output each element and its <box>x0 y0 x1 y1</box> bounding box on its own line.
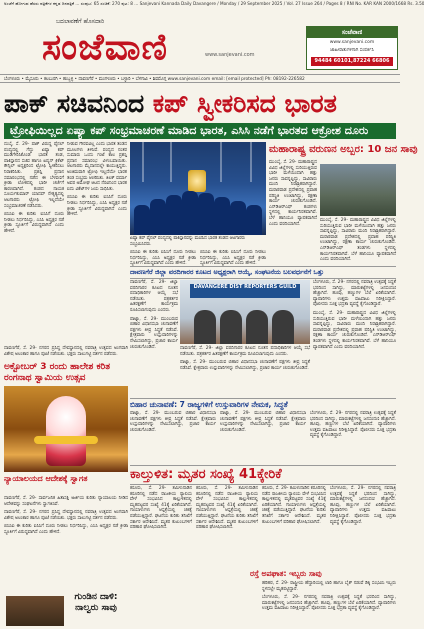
tagline: ಬದಲಾವಣೆಗೆ ಹೊಸದಾರಿ <box>56 18 105 25</box>
accident-para-2: ಬೆಂಗಳೂರು, ಸೆ. 29- ನಗರದಲ್ಲಿ ನವರಾತ್ರಿ ಉತ್ಸವಕ್ಕೆ ಸಿದ್ಧತೆ ಭರದಿಂದ ಸಾಗಿದ್ದು, ಮಾರುಕಟ್ಟೆಗಳಲ್ಲಿ ಜನಸಂದಣಿ ಹೆಚ್ಚಾಗಿದೆ. ಹೂವು, ಹಣ್ಣುಗಳ ಬೆಲೆ ಏರಿಕೆಯಾಗಿದೆ. ವ್ಯಾಪಾರಿಗಳು ಉತ್ತಮ ವಹಿವಾಟು ನಿರೀಕ್ಷಿಸಿದ್ದಾರೆ. ಪೊಲೀಸರು ಸೂಕ್ತ ಭದ್ರತಾ ವ್ಯವಸ್ಥೆ ಕೈಗೊಂಡಿದ್ದಾರೆ. <box>262 595 396 612</box>
court-order-headline[interactable]: ನ್ಯಾಯಾಲಯದ ಆದೇಶಕ್ಕೆ ಸ್ವಾಗತ <box>4 474 88 483</box>
bihar-col-3 <box>310 411 396 463</box>
shooting-photo[interactable] <box>6 596 64 626</box>
stampede-col-2 <box>196 486 258 624</box>
deity-figure <box>46 396 86 466</box>
stampede-headline[interactable]: ಕಾಲ್ತುಳಿತ: ಮೃತರ ಸಂಖ್ಯೆ 41ಕ್ಕೇರಿಕೆ <box>130 465 396 485</box>
court-order-para: ದಾವಣಗೆರೆ, ಸೆ. 29- ಸಾರ್ವಜನಿಕ ಹಿತಾಸಕ್ತಿ ಅರ್ಜಿಯ ಕುರಿತು ನ್ಯಾಯಾಲಯ ನೀಡಿದ ಆದೇಶವನ್ನು ಸಂಘಟನೆಗಳು ಸ್ವಾಗತಿಸಿವೆ. <box>4 496 128 507</box>
ad-box[interactable] <box>306 26 398 70</box>
ad-title: ಸಂಜೆವಾಣಿ <box>307 27 397 38</box>
guild-story-col-1 <box>130 280 178 396</box>
lead-story-col-4 <box>200 250 266 267</box>
stampede-col-1 <box>130 486 192 624</box>
accident-text <box>262 581 396 625</box>
rain-story-col-2 <box>320 218 396 264</box>
guild-story-col-2 <box>180 346 310 396</box>
accident-headline[interactable]: ರಸ್ತೆ ಅಪಘಾತ: ಇಬ್ಬರು ಸಾವು <box>250 569 322 578</box>
lead-story-col-3 <box>130 250 196 267</box>
court-order-text <box>4 496 128 590</box>
ad-phone: 94484 60101,87224 66806 <box>311 57 393 66</box>
lead-story-para-3: ನೀಡುವ ಗೌರವವಿಲ್ಲ ಎಂದು ಭಾರತ ತಂಡದ ಮೂಲಗಳು ತಿಳಿಸಿವೆ. ಪಂದ್ಯದ ನಂತರ ಸುಮಾರು ಒಂದು ಗಂಟೆ ಕಾಲ ಪ್ರಶಸ್ತಿ ಪ್ರದಾನ ಸಮಾರಂಭ ವಿಳಂಬವಾಯಿತು. ಆಟಗಾರರು ಮೈದಾನದಲ್ಲೇ ಕಾಯುತ್ತಿದ್ದರು. ಅಂತಿಮವಾಗಿ ಟ್ರೋಫಿ ಇಲ್ಲದೆಯೇ ಭಾರತ ತಂಡ ಸಂಭ್ರಮ ಆಚರಿಸಿತು. ತಿಲಕ್ ವರ್ಮಾ ಅವರ ಅಮೋಘ ಆಟದ ನೆರವಿನಿಂದ ಭಾರತ ಐದು ವಿಕೆಟ್‌ಗಳ ಜಯ ಸಾಧಿಸಿತು. <box>67 142 127 192</box>
bihar-col-1 <box>130 411 216 463</box>
main-subheadline: ಟ್ರೋಫಿಯಿಲ್ಲದ ಏಷ್ಯಾ ಕಪ್ ಸಂಭ್ರಮಾಚರಣೆ ಮಾಡಿದ ಭಾರತ, ಎಸಿಸಿ ನಡೆಗೆ ಭಾರತದ ಆಕ್ರೋಶ ದೂರು <box>4 123 396 139</box>
newspaper-logo[interactable] <box>42 26 168 69</box>
shooting-headline[interactable]: ಗುಂಡಿನ ದಾಳಿ: ನಾಲ್ವರು ಸಾವು <box>74 592 118 613</box>
ad-contact: ಜಾಹೀರಾತುಗಳಿಗಾಗಿ ಸಂಪರ್ಕಿಸಿ <box>330 48 374 53</box>
stampede-para: ಕರೂರು, ಸೆ. 29- ತಮಿಳುನಾಡಿನ ಕರೂರಿನಲ್ಲಿ ನಡೆದ ರಾಜಕೀಯ ರ‍್ಯಾಲಿಯ ವೇಳೆ ಸಂಭವಿಸಿದ ಕಾಲ್ತುಳಿತದಲ್ಲಿ ಮೃತಪಟ್ಟವರ ಸಂಖ್ಯೆ 41ಕ್ಕೆ ಏರಿಕೆಯಾಗಿದೆ. ಗಾಯಾಳುಗಳು ಆಸ್ಪತ್ರೆಯಲ್ಲಿ ಚಿಕಿತ್ಸೆ ಪಡೆಯುತ್ತಿದ್ದಾರೆ. ಘಟನೆಯ ಕುರಿತು ತನಿಖೆಗೆ ಸರ್ಕಾರ ಆದೇಶಿಸಿದೆ. ಮೃತರ ಕುಟುಂಬಗಳಿಗೆ ಪರಿಹಾರ ಘೋಷಿಸಲಾಗಿದೆ. <box>130 486 192 531</box>
stampede-col-4 <box>330 486 396 566</box>
team-celebration-photo[interactable] <box>130 142 266 235</box>
accident-para: ಹರಿಹರ, ಸೆ. 29- ರಾಷ್ಟ್ರೀಯ ಹೆದ್ದಾರಿಯಲ್ಲಿ ಲಾರಿ ಹಾಗೂ ಬೈಕ್ ನಡುವೆ ಡಿಕ್ಕಿ ಸಂಭವಿಸಿ ಇಬ್ಬರು ಸ್ಥಳದಲ್ಲೇ ಮೃತಪಟ್ಟಿದ್ದಾರೆ. <box>262 581 396 592</box>
top-strip: ಅಂಚೆಗೆ ಹೋಗುವ ಹೆಸರು ಪತ್ರಿಕೆಗಳ ಕನ್ನಡ ದಿನಪತ್ರಿಕೆ ... ಸಂಪುಟ: 65 ಸಂಚಿಕೆ: 270 ಪುಟ: 8 ... Sanjevani Kannada Daily Davangere / Monday / 29 September 2025 / Vol. 27 Issue 264 / Pages 8 / RNI No. KAR KAN 2000/1668 Rs. 3.50 <box>4 1 424 6</box>
deity-photo[interactable] <box>4 386 128 472</box>
court-order-para-2: ದಾವಣಗೆರೆ, ಸೆ. 29- ನಗರದ ಪ್ರಸಿದ್ಧ ದೇವಸ್ಥಾನದಲ್ಲಿ ನವರಾತ್ರಿ ಉತ್ಸವದ ಅಂಗವಾಗಿ ವಿಶೇಷ ಅಲಂಕಾರ ಹಾಗೂ ಪೂಜೆ ನಡೆಯಿತು. ಭಕ್ತರು ಸಾಲುಗಟ್ಟಿ ದರ್ಶನ ಪಡೆದರು. <box>4 510 128 521</box>
guild-story-para: ದಾವಣಗೆರೆ, ಸೆ. 29- ಜಿಲ್ಲಾ ವರದಿಗಾರರ ಕೂಟದ ನೂತನ ಪದಾಧಿಕಾರಿಗಳ ಆಯ್ಕೆ ಸಭೆ ನಡೆಯಿತು. ಪತ್ರಕರ್ತರ ಹಿತರಕ್ಷಣೆಗೆ ಕಾರ್ಯಕ್ರಮ ರೂಪಿಸಲಾಗುವುದು ಎಂದರು. <box>130 280 178 313</box>
garland <box>34 436 98 444</box>
reporters-guild-headline[interactable]: ದಾವಣಗೆರೆ ಜಿಲ್ಲಾ ವರದಿಗಾರರ ಕೂಟದ ಅಧ್ಯಕ್ಷರಾಗಿ ಆಯ್ಕೆ, ಸಂಘಟನೆಯ ಬಲವರ್ಧನೆಗೆ ಒತ್ತು <box>130 266 396 279</box>
guild-story-para-3: ದಾವಣಗೆರೆ, ಸೆ. 29- ಜಿಲ್ಲಾ ವರದಿಗಾರರ ಕೂಟದ ನೂತನ ಪದಾಧಿಕಾರಿಗಳ ಆಯ್ಕೆ ಸಭೆ ನಡೆಯಿತು. ಪತ್ರಕರ್ತರ ಹಿತರಕ್ಷಣೆಗೆ ಕಾರ್ಯಕ್ರಮ ರೂಪಿಸಲಾಗುವುದು ಎಂದರು. <box>180 346 310 357</box>
bihar-para-2: ಪಾಟ್ನಾ, ಸೆ. 29- ಮುಂಬರುವ ಬಿಹಾರ ವಿಧಾನಸಭಾ ಚುನಾವಣೆಗೆ ಪಕ್ಷಗಳು ತೀವ್ರ ಸಿದ್ಧತೆ ನಡೆಸಿವೆ. ಕ್ಷೇತ್ರವಾರು ಉಸ್ತುವಾರಿಗಳನ್ನು ನೇಮಿಸಲಾಗಿದ್ದು, ಪ್ರಚಾರ ಕಾರ್ಯ ಚುರುಕುಗೊಂಡಿದೆ. <box>220 411 306 433</box>
ad-web: www.sanjevani.com <box>329 40 375 45</box>
festival-para-top: ದಾವಣಗೆರೆ, ಸೆ. 29- ನಗರದ ಪ್ರಸಿದ್ಧ ದೇವಸ್ಥಾನದಲ್ಲಿ ನವರಾತ್ರಿ ಉತ್ಸವದ ಅಂಗವಾಗಿ ವಿಶೇಷ ಅಲಂಕಾರ ಹಾಗೂ ಪೂಜೆ ನಡೆಯಿತು. ಭಕ್ತರು ಸಾಲುಗಟ್ಟಿ ದರ್ಶನ ಪಡೆದರು. <box>4 346 128 357</box>
main-headline <box>4 87 396 121</box>
press-banner: DAVANGERE DIST REPORTERS GUILD <box>190 284 300 298</box>
bihar-para-3: ಬೆಂಗಳೂರು, ಸೆ. 29- ನಗರದಲ್ಲಿ ನವರಾತ್ರಿ ಉತ್ಸವಕ್ಕೆ ಸಿದ್ಧತೆ ಭರದಿಂದ ಸಾಗಿದ್ದು, ಮಾರುಕಟ್ಟೆಗಳಲ್ಲಿ ಜನಸಂದಣಿ ಹೆಚ್ಚಾಗಿದೆ. ಹೂವು, ಹಣ್ಣುಗಳ ಬೆಲೆ ಏರಿಕೆಯಾಗಿದೆ. ವ್ಯಾಪಾರಿಗಳು ಉತ್ತಮ ವಹಿವಾಟು ನಿರೀಕ್ಷಿಸಿದ್ದಾರೆ. ಪೊಲೀಸರು ಸೂಕ್ತ ಭದ್ರತಾ ವ್ಯವಸ್ಥೆ ಕೈಗೊಂಡಿದ್ದಾರೆ. <box>310 411 396 439</box>
bihar-headline[interactable]: ಬಿಹಾರ ಚುನಾವಣೆ: 7 ರಾಜ್ಯಗಳಿಗೆ ಉಸ್ತುವಾರಿಗಳ ನೇಮಕ, ಸಿದ್ಧತೆ <box>130 398 396 410</box>
lead-story-para-2: ಬಿಸಿಸಿಐ ಈ ಕುರಿತು ಐಸಿಸಿಗೆ ದೂರು ನೀಡಲು ನಿರ್ಧರಿಸಿದ್ದು, ಎಸಿಸಿ ಅಧ್ಯಕ್ಷರ ನಡೆ ಕ್ರೀಡಾ ಸ್ಫೂರ್ತಿಗೆ ವಿರುದ್ಧವಾಗಿದೆ ಎಂದು ಹೇಳಿದೆ. <box>4 212 64 234</box>
lead-story-para-5: ಬಿಸಿಸಿಐ ಈ ಕುರಿತು ಐಸಿಸಿಗೆ ದೂರು ನೀಡಲು ನಿರ್ಧರಿಸಿದ್ದು, ಎಸಿಸಿ ಅಧ್ಯಕ್ಷರ ನಡೆ ಕ್ರೀಡಾ ಸ್ಫೂರ್ತಿಗೆ ವಿರುದ್ಧವಾಗಿದೆ ಎಂದು ಹೇಳಿದೆ. <box>130 250 196 267</box>
lead-story-col-1 <box>4 142 64 360</box>
stampede-col-3 <box>262 486 326 566</box>
edition-bar: ಬೆಂಗಳೂರು • ಮೈಸೂರು • ಕಲಬುರಗಿ • ಹುಬ್ಬಳ್ಳಿ • ದಾವಣಗೆರೆ • ಮಂಗಳೂರು • ಬಳ್ಳಾರಿ • ಬೆಳಗಾವಿ • ಶಿವಮೊಗ್ಗ www.sanjevani.com email: [email protected] Ph: 08192-226582 <box>0 74 400 83</box>
rain-story-headline[interactable]: ಮಹಾರಾಷ್ಟ್ರ ವರುಣನ ಅಬ್ಬರ: 10 ಜನ ಸಾವು <box>269 144 418 155</box>
logo-text: ಸಂಜೆವಾಣಿ <box>42 26 169 68</box>
flood-photo[interactable] <box>320 164 396 216</box>
lead-story-para-4: ಬಿಸಿಸಿಐ ಈ ಕುರಿತು ಐಸಿಸಿಗೆ ದೂರು ನೀಡಲು ನಿರ್ಧರಿಸಿದ್ದು, ಎಸಿಸಿ ಅಧ್ಯಕ್ಷರ ನಡೆ ಕ್ರೀಡಾ ಸ್ಫೂರ್ತಿಗೆ ವಿರುದ್ಧವಾಗಿದೆ ಎಂದು ಹೇಳಿದೆ. <box>67 195 127 218</box>
right-column-story <box>313 280 396 396</box>
stampede-para-2: ಕರೂರು, ಸೆ. 29- ತಮಿಳುನಾಡಿನ ಕರೂರಿನಲ್ಲಿ ನಡೆದ ರಾಜಕೀಯ ರ‍್ಯಾಲಿಯ ವೇಳೆ ಸಂಭವಿಸಿದ ಕಾಲ್ತುಳಿತದಲ್ಲಿ ಮೃತಪಟ್ಟವರ ಸಂಖ್ಯೆ 41ಕ್ಕೆ ಏರಿಕೆಯಾಗಿದೆ. ಗಾಯಾಳುಗಳು ಆಸ್ಪತ್ರೆಯಲ್ಲಿ ಚಿಕಿತ್ಸೆ ಪಡೆಯುತ್ತಿದ್ದಾರೆ. ಘಟನೆಯ ಕುರಿತು ತನಿಖೆಗೆ ಸರ್ಕಾರ ಆದೇಶಿಸಿದೆ. ಮೃತರ ಕುಟುಂಬಗಳಿಗೆ ಪರಿಹಾರ ಘೋಷಿಸಲಾಗಿದೆ. <box>196 486 258 531</box>
bihar-para: ಪಾಟ್ನಾ, ಸೆ. 29- ಮುಂಬರುವ ಬಿಹಾರ ವಿಧಾನಸಭಾ ಚುನಾವಣೆಗೆ ಪಕ್ಷಗಳು ತೀವ್ರ ಸಿದ್ಧತೆ ನಡೆಸಿವೆ. ಕ್ಷೇತ್ರವಾರು ಉಸ್ತುವಾರಿಗಳನ್ನು ನೇಮಿಸಲಾಗಿದ್ದು, ಪ್ರಚಾರ ಕಾರ್ಯ ಚುರುಕುಗೊಂಡಿದೆ. <box>130 411 216 433</box>
guild-story-para-2: ಪಾಟ್ನಾ, ಸೆ. 29- ಮುಂಬರುವ ಬಿಹಾರ ವಿಧಾನಸಭಾ ಚುನಾವಣೆಗೆ ಪಕ್ಷಗಳು ತೀವ್ರ ಸಿದ್ಧತೆ ನಡೆಸಿವೆ. ಕ್ಷೇತ್ರವಾರು ಉಸ್ತುವಾರಿಗಳನ್ನು ನೇಮಿಸಲಾಗಿದ್ದು, ಪ್ರಚಾರ ಕಾರ್ಯ ಚುರುಕುಗೊಂಡಿದೆ. <box>130 316 178 350</box>
masthead <box>0 12 400 72</box>
rain-story-para-2: ಮುಂಬೈ, ಸೆ. 29- ಮಹಾರಾಷ್ಟ್ರದ ವಿವಿಧ ಜಿಲ್ಲೆಗಳಲ್ಲಿ ಸುರಿಯುತ್ತಿರುವ ಭಾರೀ ಮಳೆಯಿಂದಾಗಿ ಹತ್ತು ಜನರು ಸಾವನ್ನಪ್ಪಿದ್ದು, ಸಾವಿರಾರು ಮಂದಿ ನಿರಾಶ್ರಿತರಾಗಿದ್ದಾರೆ. ಮರಾಠವಾಡ ಪ್ರದೇಶದಲ್ಲಿ ಪ್ರವಾಹ ಪರಿಸ್ಥಿತಿ ಉಂಟಾಗಿದ್ದು, ರಕ್ಷಣಾ ಕಾರ್ಯ ಚುರುಕುಗೊಂಡಿದೆ. ಎನ್‌ಡಿಆರ್‌ಎಫ್ ತಂಡಗಳು ಸ್ಥಳದಲ್ಲಿ ಕಾರ್ಯನಿರತವಾಗಿವೆ. ಬೆಳೆ ಹಾನಿಯೂ ವ್ಯಾಪಕವಾಗಿದೆ ಎಂದು ವರದಿಯಾಗಿದೆ. <box>320 218 396 263</box>
court-order-para-3: ಬಿಸಿಸಿಐ ಈ ಕುರಿತು ಐಸಿಸಿಗೆ ದೂರು ನೀಡಲು ನಿರ್ಧರಿಸಿದ್ದು, ಎಸಿಸಿ ಅಧ್ಯಕ್ಷರ ನಡೆ ಕ್ರೀಡಾ ಸ್ಫೂರ್ತಿಗೆ ವಿರುದ್ಧವಾಗಿದೆ ಎಂದು ಹೇಳಿದೆ. <box>4 524 128 535</box>
press-meet-photo[interactable] <box>180 280 310 344</box>
guild-story-para-4: ಪಾಟ್ನಾ, ಸೆ. 29- ಮುಂಬರುವ ಬಿಹಾರ ವಿಧಾನಸಭಾ ಚುನಾವಣೆಗೆ ಪಕ್ಷಗಳು ತೀವ್ರ ಸಿದ್ಧತೆ ನಡೆಸಿವೆ. ಕ್ಷೇತ್ರವಾರು ಉಸ್ತುವಾರಿಗಳನ್ನು ನೇಮಿಸಲಾಗಿದ್ದು, ಪ್ರಚಾರ ಕಾರ್ಯ ಚುರುಕುಗೊಂಡಿದೆ. <box>180 360 310 371</box>
festival-text-top <box>4 346 128 360</box>
photo-caption: ಏಷ್ಯಾ ಕಪ್ ಫೈನಲ್ ಪಂದ್ಯದಲ್ಲಿ ಪಾಕಿಸ್ತಾನವನ್ನು ಮಣಿಸಿದ ಭಾರತ ತಂಡದ ಆಟಗಾರರು ಸಂಭ್ರಮಿಸಿದರು. <box>130 236 246 247</box>
stampede-para-4: ಬೆಂಗಳೂರು, ಸೆ. 29- ನಗರದಲ್ಲಿ ನವರಾತ್ರಿ ಉತ್ಸವಕ್ಕೆ ಸಿದ್ಧತೆ ಭರದಿಂದ ಸಾಗಿದ್ದು, ಮಾರುಕಟ್ಟೆಗಳಲ್ಲಿ ಜನಸಂದಣಿ ಹೆಚ್ಚಾಗಿದೆ. ಹೂವು, ಹಣ್ಣುಗಳ ಬೆಲೆ ಏರಿಕೆಯಾಗಿದೆ. ವ್ಯಾಪಾರಿಗಳು ಉತ್ತಮ ವಹಿವಾಟು ನಿರೀಕ್ಷಿಸಿದ್ದಾರೆ. ಪೊಲೀಸರು ಸೂಕ್ತ ಭದ್ರತಾ ವ್ಯವಸ್ಥೆ ಕೈಗೊಂಡಿದ್ದಾರೆ. <box>330 486 396 525</box>
stampede-para-3: ಕರೂರು, ಸೆ. 29- ತಮಿಳುನಾಡಿನ ಕರೂರಿನಲ್ಲಿ ನಡೆದ ರಾಜಕೀಯ ರ‍್ಯಾಲಿಯ ವೇಳೆ ಸಂಭವಿಸಿದ ಕಾಲ್ತುಳಿತದಲ್ಲಿ ಮೃತಪಟ್ಟವರ ಸಂಖ್ಯೆ 41ಕ್ಕೆ ಏರಿಕೆಯಾಗಿದೆ. ಗಾಯಾಳುಗಳು ಆಸ್ಪತ್ರೆಯಲ್ಲಿ ಚಿಕಿತ್ಸೆ ಪಡೆಯುತ್ತಿದ್ದಾರೆ. ಘಟನೆಯ ಕುರಿತು ತನಿಖೆಗೆ ಸರ್ಕಾರ ಆದೇಶಿಸಿದೆ. ಮೃತರ ಕುಟುಂಬಗಳಿಗೆ ಪರಿಹಾರ ಘೋಷಿಸಲಾಗಿದೆ. <box>262 486 326 525</box>
rain-story-col-1 <box>269 160 317 264</box>
right-column-para: ಬೆಂಗಳೂರು, ಸೆ. 29- ನಗರದಲ್ಲಿ ನವರಾತ್ರಿ ಉತ್ಸವಕ್ಕೆ ಸಿದ್ಧತೆ ಭರದಿಂದ ಸಾಗಿದ್ದು, ಮಾರುಕಟ್ಟೆಗಳಲ್ಲಿ ಜನಸಂದಣಿ ಹೆಚ್ಚಾಗಿದೆ. ಹೂವು, ಹಣ್ಣುಗಳ ಬೆಲೆ ಏರಿಕೆಯಾಗಿದೆ. ವ್ಯಾಪಾರಿಗಳು ಉತ್ತಮ ವಹಿವಾಟು ನಿರೀಕ್ಷಿಸಿದ್ದಾರೆ. ಪೊಲೀಸರು ಸೂಕ್ತ ಭದ್ರತಾ ವ್ಯವಸ್ಥೆ ಕೈಗೊಂಡಿದ್ದಾರೆ. <box>313 280 396 308</box>
masthead-web[interactable]: www.sanjevani.com <box>205 52 255 58</box>
lead-story-col-2 <box>67 142 127 360</box>
lead-story-para-6: ಬಿಸಿಸಿಐ ಈ ಕುರಿತು ಐಸಿಸಿಗೆ ದೂರು ನೀಡಲು ನಿರ್ಧರಿಸಿದ್ದು, ಎಸಿಸಿ ಅಧ್ಯಕ್ಷರ ನಡೆ ಕ್ರೀಡಾ ಸ್ಫೂರ್ತಿಗೆ ವಿರುದ್ಧವಾಗಿದೆ ಎಂದು ಹೇಳಿದೆ. <box>200 250 266 267</box>
bihar-col-2 <box>220 411 306 463</box>
festival-headline[interactable]: ಅಕ್ಟೋಬರ್ 3 ರಂದು ಹಾಲೇಶ ಕರಿತ ರಂಗನಾಥ ಸ್ವಾಮಿಯ ಉತ್ಸವ <box>4 362 111 383</box>
trophy-icon <box>188 170 206 192</box>
right-column-para-2: ಮುಂಬೈ, ಸೆ. 29- ಮಹಾರಾಷ್ಟ್ರದ ವಿವಿಧ ಜಿಲ್ಲೆಗಳಲ್ಲಿ ಸುರಿಯುತ್ತಿರುವ ಭಾರೀ ಮಳೆಯಿಂದಾಗಿ ಹತ್ತು ಜನರು ಸಾವನ್ನಪ್ಪಿದ್ದು, ಸಾವಿರಾರು ಮಂದಿ ನಿರಾಶ್ರಿತರಾಗಿದ್ದಾರೆ. ಮರಾಠವಾಡ ಪ್ರದೇಶದಲ್ಲಿ ಪ್ರವಾಹ ಪರಿಸ್ಥಿತಿ ಉಂಟಾಗಿದ್ದು, ರಕ್ಷಣಾ ಕಾರ್ಯ ಚುರುಕುಗೊಂಡಿದೆ. ಎನ್‌ಡಿಆರ್‌ಎಫ್ ತಂಡಗಳು ಸ್ಥಳದಲ್ಲಿ ಕಾರ್ಯನಿರತವಾಗಿವೆ. ಬೆಳೆ ಹಾನಿಯೂ ವ್ಯಾಪಕವಾಗಿದೆ ಎಂದು ವರದಿಯಾಗಿದೆ. <box>313 310 396 350</box>
headline-part-1: ಪಾಕ್ ಸಚಿವನಿಂದ <box>4 89 153 118</box>
headline-part-2: ಕಪ್ ಸ್ವೀಕರಿಸದ ಭಾರತ <box>152 89 337 118</box>
lead-story-para: ದುಬೈ, ಸೆ. 29- ಪಾಕ್ ವಿರುದ್ಧ ಫೈನಲ್ ಪಂದ್ಯದಲ್ಲಿ ಗೆದ್ದು ಏಷ್ಯಾ ಕಪ್ ಮುಡಿಗೇರಿಸಿಕೊಂಡ ಭಾರತ ತಂಡ, ಪಾಕಿಸ್ತಾನದ ಸಚಿವ ಹಾಗೂ ಏಷ್ಯನ್ ಕ್ರಿಕೆಟ್ ಕೌನ್ಸಿಲ್ ಅಧ್ಯಕ್ಷರಿಂದ ಟ್ರೋಫಿ ಸ್ವೀಕರಿಸಲು ನಿರಾಕರಿಸಿತು. ಪ್ರಶಸ್ತಿ ಪ್ರದಾನ ಸಮಾರಂಭದಲ್ಲಿ ನಡೆದ ಈ ಬೆಳವಣಿಗೆ ಕ್ರೀಡಾ ಲೋಕದಲ್ಲಿ ಭಾರೀ ಚರ್ಚೆಗೆ ಕಾರಣವಾಗಿದೆ. ತಂಡದ ನಾಯಕ ಸೂರ್ಯಕುಮಾರ್ ಯಾದವ್ ನೇತೃತ್ವದಲ್ಲಿ ಆಟಗಾರರು ಟ್ರೋಫಿ ಇಲ್ಲದೆಯೇ ಸಂಭ್ರಮಾಚರಣೆ ನಡೆಸಿದರು. <box>4 142 64 209</box>
rain-story-para: ಮುಂಬೈ, ಸೆ. 29- ಮಹಾರಾಷ್ಟ್ರದ ವಿವಿಧ ಜಿಲ್ಲೆಗಳಲ್ಲಿ ಸುರಿಯುತ್ತಿರುವ ಭಾರೀ ಮಳೆಯಿಂದಾಗಿ ಹತ್ತು ಜನರು ಸಾವನ್ನಪ್ಪಿದ್ದು, ಸಾವಿರಾರು ಮಂದಿ ನಿರಾಶ್ರಿತರಾಗಿದ್ದಾರೆ. ಮರಾಠವಾಡ ಪ್ರದೇಶದಲ್ಲಿ ಪ್ರವಾಹ ಪರಿಸ್ಥಿತಿ ಉಂಟಾಗಿದ್ದು, ರಕ್ಷಣಾ ಕಾರ್ಯ ಚುರುಕುಗೊಂಡಿದೆ. ಎನ್‌ಡಿಆರ್‌ಎಫ್ ತಂಡಗಳು ಸ್ಥಳದಲ್ಲಿ ಕಾರ್ಯನಿರತವಾಗಿವೆ. ಬೆಳೆ ಹಾನಿಯೂ ವ್ಯಾಪಕವಾಗಿದೆ ಎಂದು ವರದಿಯಾಗಿದೆ. <box>269 160 317 227</box>
